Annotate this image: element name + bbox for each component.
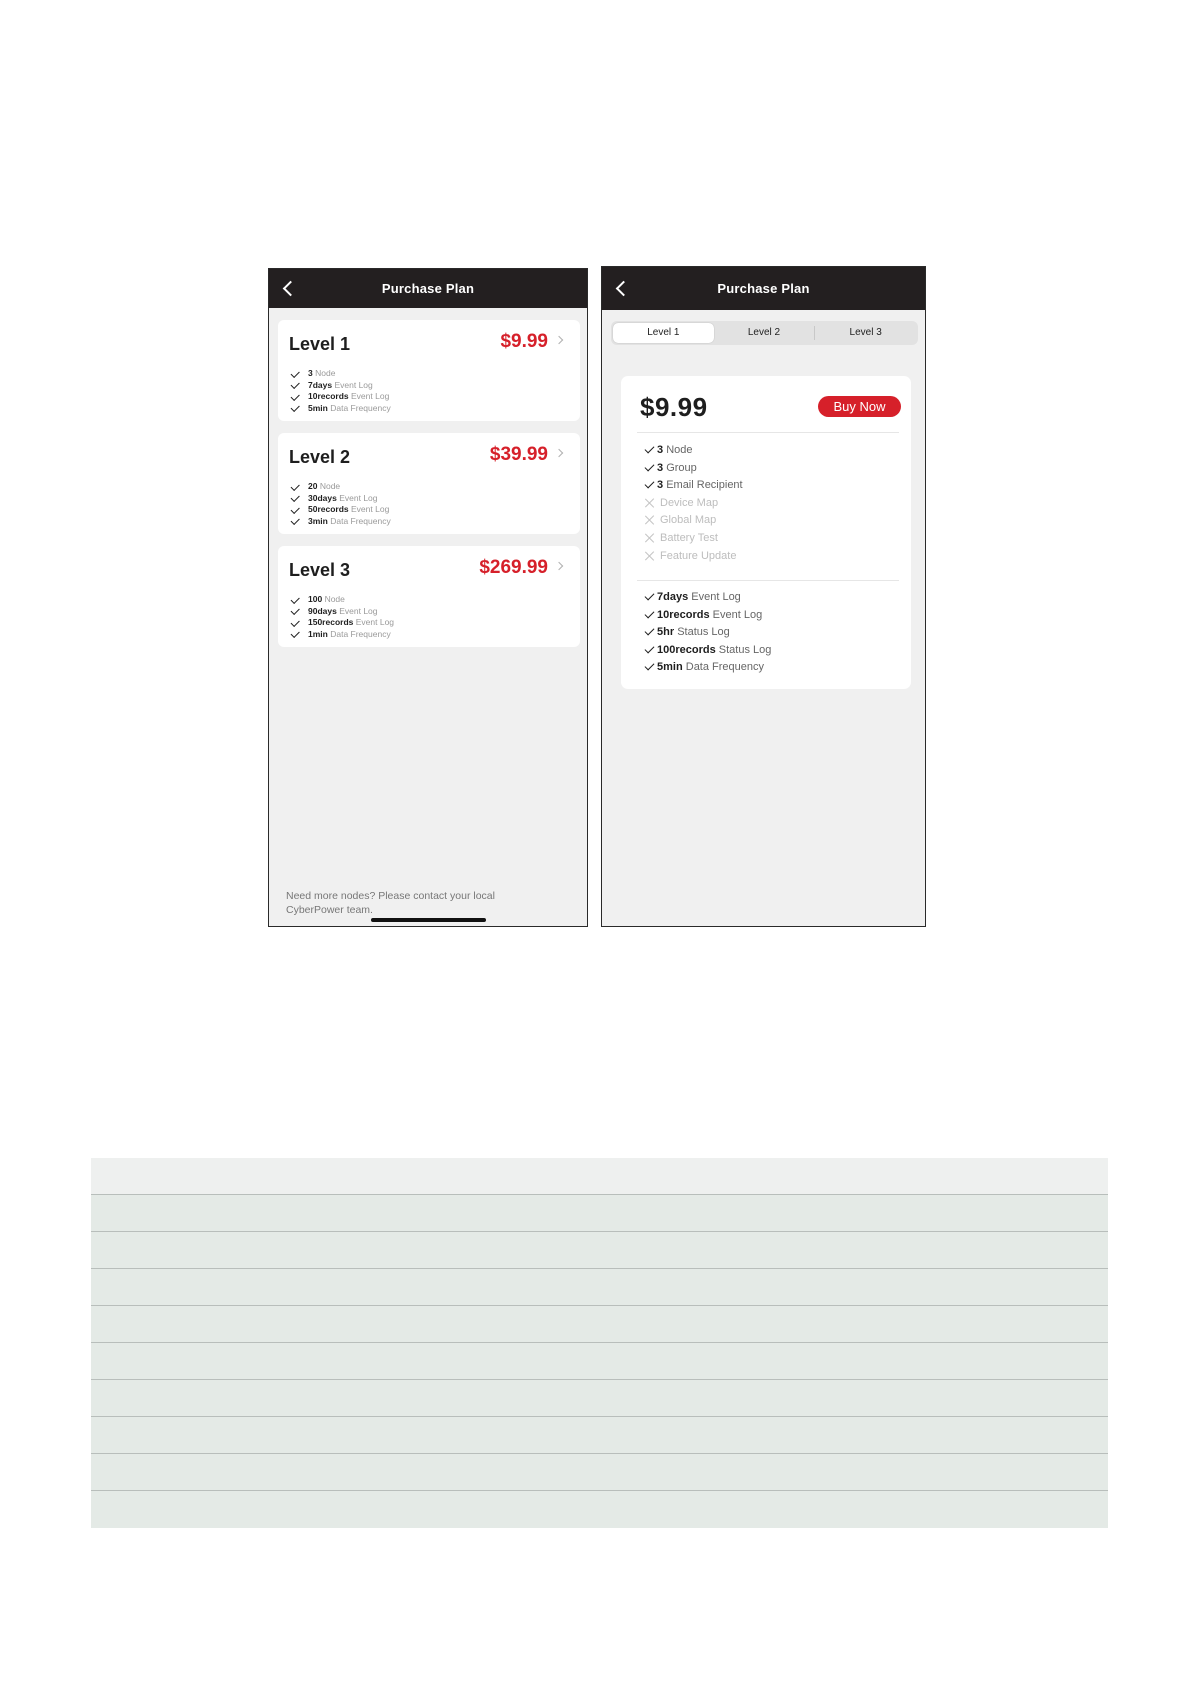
log-list xyxy=(644,589,771,677)
check-icon xyxy=(645,643,655,653)
list-item: 1min Data Frequency xyxy=(290,629,394,641)
table-header-row xyxy=(91,1158,1108,1195)
list-item: 5min Data Frequency xyxy=(644,659,771,677)
plan-card-level-3[interactable] xyxy=(278,546,580,647)
table-row xyxy=(91,1269,1108,1306)
list-item: 5min Data Frequency xyxy=(290,403,391,415)
level-segmented-control xyxy=(611,321,918,345)
check-icon xyxy=(645,591,655,601)
plan-price: $9.99 xyxy=(500,331,548,352)
list-item: 150records Event Log xyxy=(290,617,394,629)
chevron-right-icon xyxy=(555,562,563,570)
list-item: Feature Update xyxy=(644,548,743,566)
list-item: 3 Node xyxy=(644,442,743,460)
check-icon xyxy=(291,505,300,514)
check-icon xyxy=(645,608,655,618)
chevron-right-icon xyxy=(555,336,563,344)
table-row xyxy=(91,1417,1108,1454)
cross-icon xyxy=(645,533,655,543)
check-icon xyxy=(291,368,300,377)
table-row xyxy=(91,1380,1108,1417)
table-row xyxy=(91,1232,1108,1269)
list-item: 90days Event Log xyxy=(290,606,394,618)
check-icon xyxy=(291,392,300,401)
buy-now-button[interactable]: Buy Now xyxy=(818,396,901,417)
tab-level-3[interactable]: Level 3 xyxy=(849,327,882,338)
list-item: Device Map xyxy=(644,495,743,513)
table-row xyxy=(91,1195,1108,1232)
plan-feature-list xyxy=(290,368,391,414)
check-icon xyxy=(291,618,300,627)
plan-card-level-1[interactable] xyxy=(278,320,580,421)
header-title: Purchase Plan xyxy=(381,281,475,296)
cross-icon xyxy=(645,498,655,508)
empty-table xyxy=(91,1158,1108,1528)
check-icon xyxy=(291,380,300,389)
table-row xyxy=(91,1306,1108,1343)
plan-level-label: Level 3 xyxy=(289,560,351,580)
list-item: 100records Status Log xyxy=(644,642,771,660)
plan-detail-screen xyxy=(601,266,926,927)
contact-note: Need more nodes? Please contact your local CyberPower team. xyxy=(286,890,495,916)
list-item: 100 Node xyxy=(290,594,394,606)
plan-level-label: Level 1 xyxy=(289,334,351,354)
check-icon xyxy=(645,461,655,471)
list-item: 7days Event Log xyxy=(644,589,771,607)
plan-feature-list xyxy=(290,481,391,527)
tab-level-2[interactable]: Level 2 xyxy=(747,327,781,338)
check-icon xyxy=(291,403,300,412)
list-item: 3 Node xyxy=(290,368,391,380)
divider xyxy=(637,432,899,433)
cross-icon xyxy=(645,515,655,525)
table-row xyxy=(91,1343,1108,1380)
list-item: 50records Event Log xyxy=(290,504,391,516)
plan-feature-list xyxy=(290,594,394,640)
divider xyxy=(637,580,899,581)
list-item: 10records Event Log xyxy=(644,607,771,625)
check-icon xyxy=(645,444,655,454)
home-indicator[interactable] xyxy=(371,918,486,922)
check-icon xyxy=(645,626,655,636)
check-icon xyxy=(291,629,300,638)
check-icon xyxy=(291,606,300,615)
plan-detail-card xyxy=(621,376,911,689)
list-item: 3 Email Recipient xyxy=(644,477,743,495)
plan-price: $269.99 xyxy=(479,557,548,578)
list-item: 3min Data Frequency xyxy=(290,516,391,528)
list-item: 30days Event Log xyxy=(290,493,391,505)
app-header xyxy=(602,267,925,310)
header-title: Purchase Plan xyxy=(717,281,810,296)
check-icon xyxy=(291,481,300,490)
list-item: 5hr Status Log xyxy=(644,624,771,642)
check-icon xyxy=(645,479,655,489)
tab-level-1[interactable]: Level 1 xyxy=(613,323,714,343)
plan-card-level-2[interactable] xyxy=(278,433,580,534)
list-item: 10records Event Log xyxy=(290,391,391,403)
list-item: 20 Node xyxy=(290,481,391,493)
chevron-right-icon xyxy=(555,449,563,457)
table-row xyxy=(91,1454,1108,1491)
app-header xyxy=(269,269,587,308)
back-arrow-icon[interactable] xyxy=(616,280,632,296)
list-item: Battery Test xyxy=(644,530,743,548)
plan-price: $39.99 xyxy=(489,444,548,465)
check-icon xyxy=(645,661,655,671)
back-arrow-icon[interactable] xyxy=(283,280,299,296)
check-icon xyxy=(291,594,300,603)
plan-list-screen xyxy=(268,268,588,927)
list-item: 7days Event Log xyxy=(290,380,391,392)
cross-icon xyxy=(645,551,655,561)
check-icon xyxy=(291,516,300,525)
check-icon xyxy=(291,493,300,502)
plan-level-label: Level 2 xyxy=(289,447,351,467)
feature-list xyxy=(644,442,743,565)
plan-price: $9.99 xyxy=(640,392,708,422)
list-item: 3 Group xyxy=(644,460,743,478)
table-row xyxy=(91,1491,1108,1528)
list-item: Global Map xyxy=(644,512,743,530)
